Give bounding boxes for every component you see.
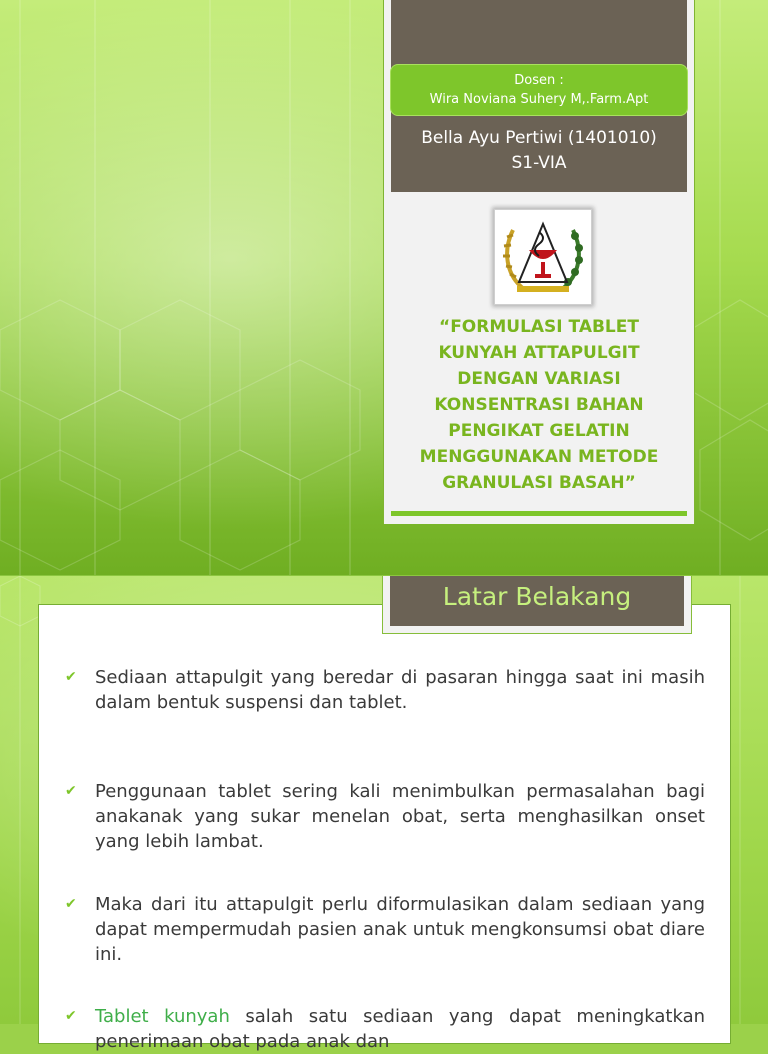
checkmark-icon: ✔ (65, 1008, 77, 1024)
content-slide (0, 576, 768, 1052)
supervisor-box (390, 64, 688, 116)
title-line: “FORMULASI TABLET (439, 317, 639, 337)
supervisor-label: Dosen : (514, 73, 564, 88)
title-line: KUNYAH ATTAPULGIT (438, 343, 640, 363)
list-item-text: Maka dari itu attapulgit perlu diformulasikan dalam sediaan yang dapat mempermudah pasien anak untuk mengkonsumsi obat diare ini. (95, 894, 705, 965)
list-item-rest: salah satu sediaan yang dapat meningkatkan penerimaan obat pada anak dan (95, 1006, 706, 1052)
pharmacy-emblem-icon (494, 209, 592, 305)
section-header (382, 576, 692, 634)
title-line: KONSENTRASI BAHAN (434, 395, 644, 415)
list-item (65, 665, 705, 715)
title-line: PENGIKAT GELATIN (448, 421, 630, 441)
list-item (65, 779, 705, 854)
supervisor-name: Wira Noviana Suhery M,.Farm.Apt (429, 92, 649, 107)
list-item-text: Penggunaan tablet sering kali menimbulkan permasalahan bagi anakanak yang sukar menelan obat, serta menghasilkan onset yang lebih lambat. (95, 781, 705, 852)
list-item (65, 1004, 705, 1054)
author-name: Bella Ayu Pertiwi (1401010) (421, 128, 657, 148)
list-item-text: Sediaan attapulgit yang beredar di pasaran hingga saat ini masih dalam bentuk suspensi dan tablet. (95, 667, 705, 713)
author-info (391, 126, 687, 176)
list-item-text (95, 1004, 705, 1054)
author-class: S1-VIA (511, 153, 567, 173)
title-line: MENGGUNAKAN METODE (419, 447, 659, 467)
title-card (383, 0, 695, 524)
title-underline (391, 511, 687, 516)
presentation-title (401, 314, 677, 496)
title-line: DENGAN VARIASI (457, 369, 621, 389)
checkmark-icon: ✔ (65, 896, 77, 912)
checkmark-icon: ✔ (65, 783, 77, 799)
content-box (38, 604, 731, 1052)
checkmark-icon: ✔ (65, 669, 77, 685)
list-item (65, 892, 705, 967)
section-title: Latar Belakang (442, 582, 632, 611)
section-header-panel (390, 576, 684, 626)
highlight-term: Tablet kunyah (95, 1006, 230, 1027)
title-line: GRANULASI BASAH” (442, 473, 636, 493)
